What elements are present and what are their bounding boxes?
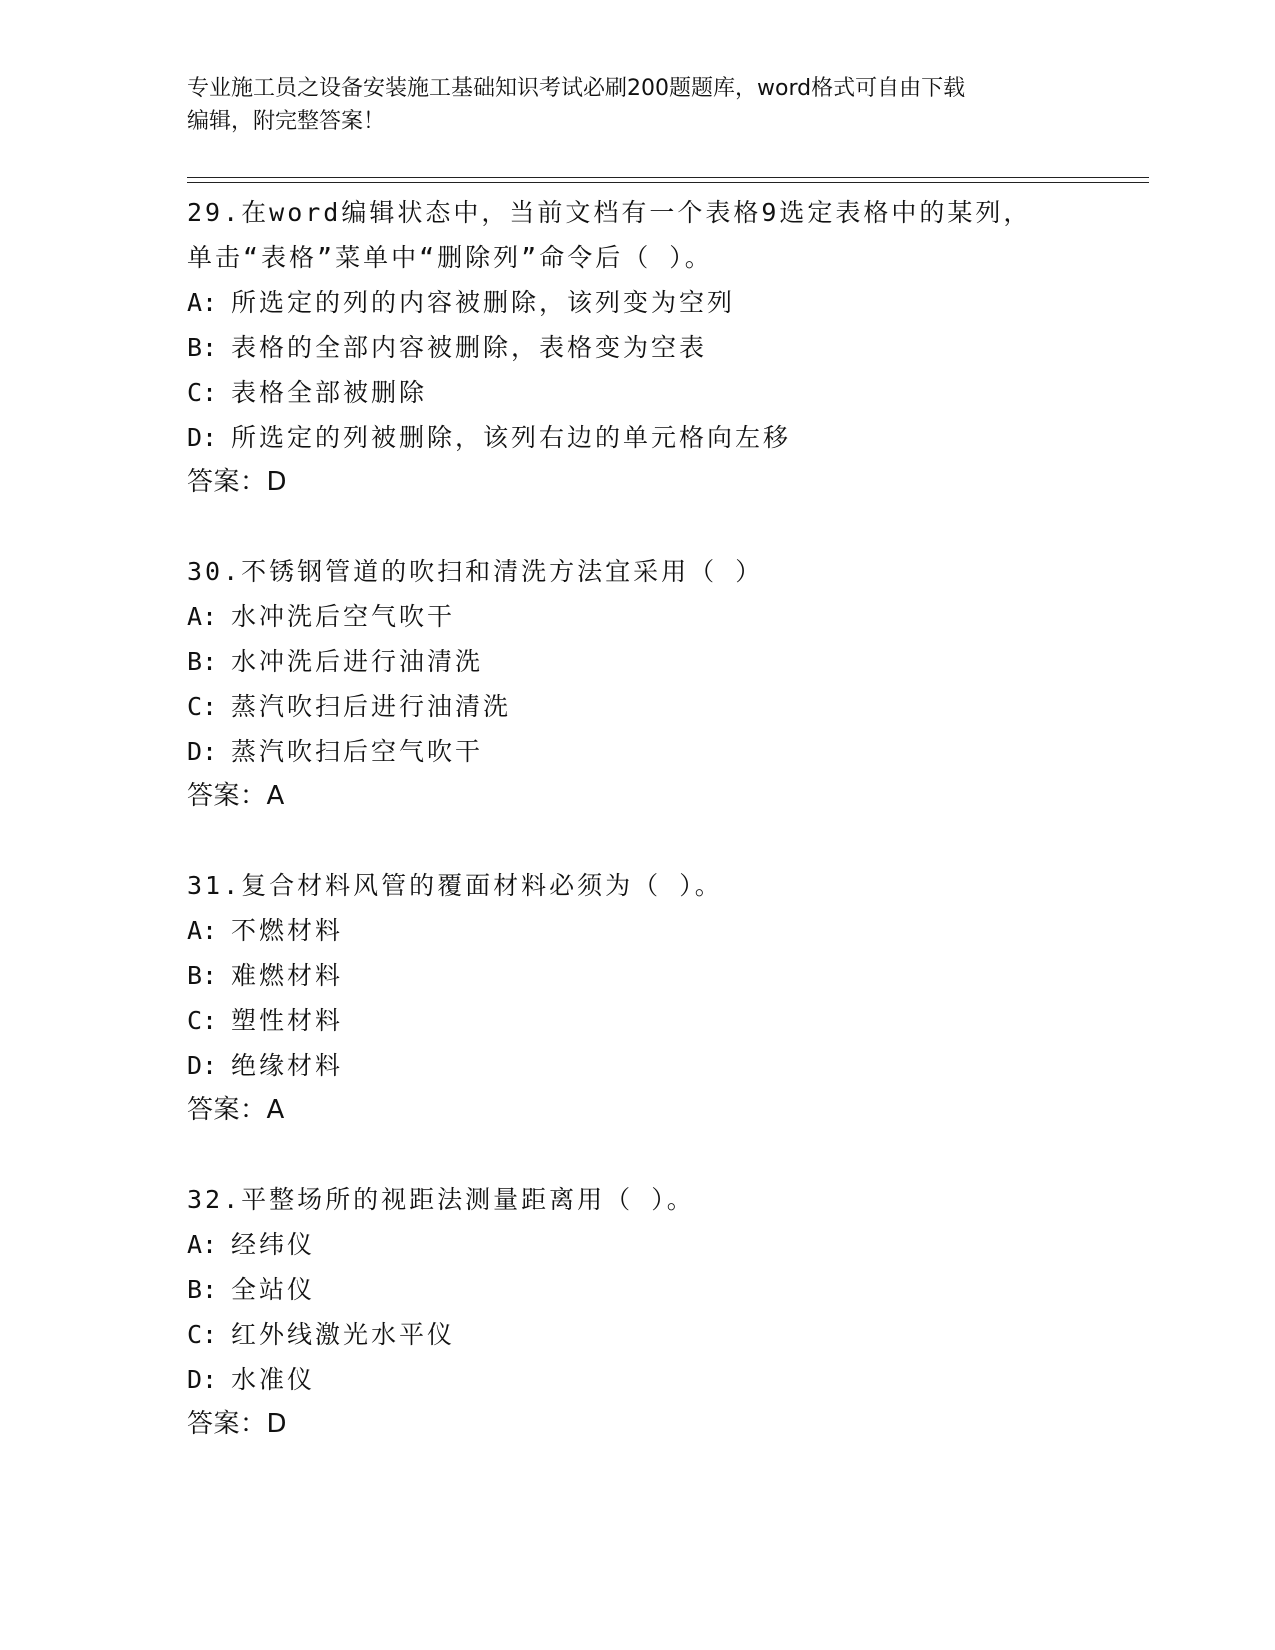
option-c — [187, 1312, 1187, 1357]
option-text: 蒸汽吹扫后进行油清洗 — [231, 692, 512, 721]
option-d — [187, 729, 1187, 774]
document-header — [187, 72, 1087, 138]
option-text: 绝缘材料 — [231, 1051, 344, 1080]
question-item — [187, 863, 1187, 1133]
question-number: 29. — [187, 198, 242, 227]
option-text: 水冲洗后空气吹干 — [231, 602, 456, 631]
option-d — [187, 1357, 1187, 1402]
option-letter: C: — [187, 1320, 218, 1349]
option-letter: A: — [187, 602, 218, 631]
option-letter: B: — [187, 1275, 218, 1304]
header-line-1: 专业施工员之设备安装施工基础知识考试必刷200题题库，word格式可自由下载 — [187, 76, 966, 101]
question-text — [187, 190, 1187, 235]
option-c — [187, 370, 1187, 415]
option-text: 塑性材料 — [231, 1006, 344, 1035]
option-letter: A: — [187, 288, 218, 317]
option-text: 水冲洗后进行油清洗 — [231, 647, 484, 676]
option-text: 蒸汽吹扫后空气吹干 — [231, 737, 484, 766]
question-text — [187, 1177, 1187, 1222]
answer-text: 答案：D — [187, 467, 288, 497]
option-letter: A: — [187, 1230, 218, 1259]
option-a — [187, 908, 1187, 953]
option-a — [187, 280, 1187, 325]
option-letter: C: — [187, 1006, 218, 1035]
option-d — [187, 1043, 1187, 1088]
question-text — [187, 863, 1187, 908]
question-number: 32. — [187, 1185, 242, 1214]
option-text: 所选定的列被删除，该列右边的单元格向左移 — [231, 423, 792, 452]
question-list — [187, 190, 1187, 1491]
question-item — [187, 1177, 1187, 1447]
option-text: 经纬仪 — [231, 1230, 316, 1259]
option-a — [187, 594, 1187, 639]
question-line-1: 在word编辑状态中，当前文档有一个表格9选定表格中的某列， — [241, 198, 1032, 227]
option-letter: B: — [187, 647, 218, 676]
option-letter: D: — [187, 1365, 218, 1394]
option-text: 表格的全部内容被删除，表格变为空表 — [231, 333, 708, 362]
question-line-1: 平整场所的视距法测量距离用（ ）。 — [241, 1185, 695, 1214]
option-b — [187, 639, 1187, 684]
question-item — [187, 190, 1187, 505]
option-b — [187, 1267, 1187, 1312]
option-letter: D: — [187, 423, 218, 452]
header-divider-bottom — [187, 182, 1149, 183]
header-line-2: 编辑，附完整答案！ — [187, 109, 386, 134]
option-letter: C: — [187, 378, 218, 407]
answer-text: 答案：D — [187, 1409, 288, 1439]
option-b — [187, 325, 1187, 370]
question-number: 31. — [187, 871, 242, 900]
option-letter: A: — [187, 916, 218, 945]
question-text-continued: 单击“表格”菜单中“删除列”命令后（ ）。 — [187, 243, 713, 272]
option-d — [187, 415, 1187, 460]
option-c — [187, 684, 1187, 729]
question-line-1: 不锈钢管道的吹扫和清洗方法宜采用（ ） — [241, 557, 764, 586]
answer-text: 答案：A — [187, 1095, 285, 1125]
option-c — [187, 998, 1187, 1043]
option-text: 表格全部被删除 — [231, 378, 428, 407]
option-text: 不燃材料 — [231, 916, 344, 945]
option-letter: C: — [187, 692, 218, 721]
question-item — [187, 549, 1187, 819]
option-letter: D: — [187, 737, 218, 766]
option-letter: B: — [187, 333, 218, 362]
option-text: 红外线激光水平仪 — [231, 1320, 456, 1349]
option-text: 难燃材料 — [231, 961, 344, 990]
option-b — [187, 953, 1187, 998]
option-letter: D: — [187, 1051, 218, 1080]
question-number: 30. — [187, 557, 242, 586]
option-letter: B: — [187, 961, 218, 990]
option-text: 所选定的列的内容被删除，该列变为空列 — [231, 288, 736, 317]
option-a — [187, 1222, 1187, 1267]
option-text: 水准仪 — [231, 1365, 316, 1394]
question-text — [187, 549, 1187, 594]
question-line-1: 复合材料风管的覆面材料必须为（ ）。 — [241, 871, 723, 900]
answer-text: 答案：A — [187, 781, 285, 811]
option-text: 全站仪 — [231, 1275, 316, 1304]
header-divider-top — [187, 177, 1149, 178]
